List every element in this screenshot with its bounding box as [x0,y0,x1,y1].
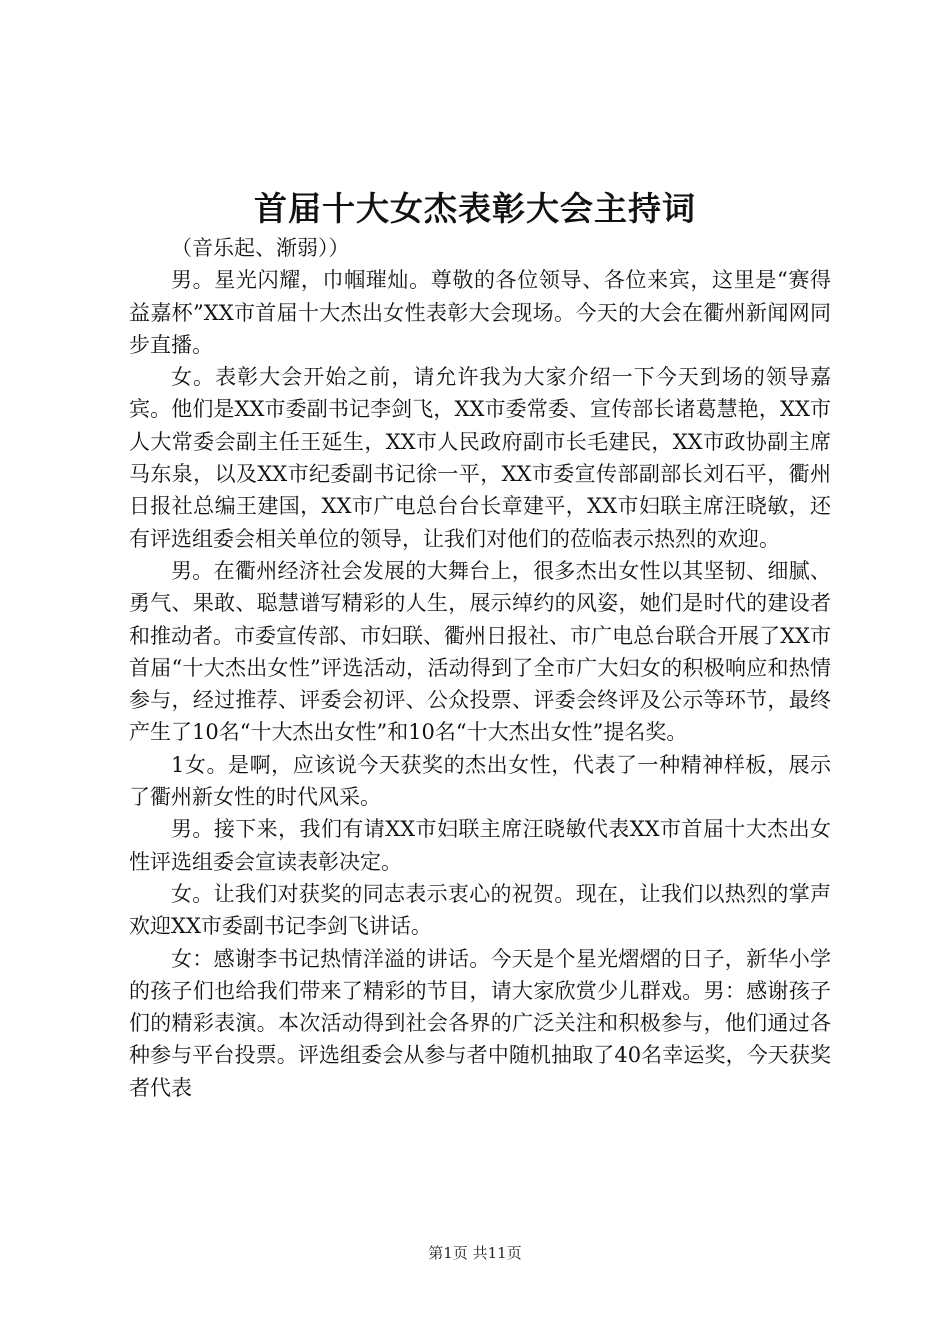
paragraph-7: 女。让我们对获奖的同志表示衷心的祝贺。现在，让我们以热烈的掌声欢迎XX市委副书记李剑飞讲话。 [129,881,831,939]
document-body [129,232,831,1104]
paragraph-4: 男。在衢州经济社会发展的大舞台上，很多杰出女性以其坚韧、细腻、勇气、果敢、聪慧谱写精彩的人生，展示绰约的风姿，她们是时代的建设者和推动者。市委宣传部、市妇联、衢州日报社、市广电总台联合开展了XX市首届“十大杰出女性”评选活动，活动得到了全市广大妇女的积极响应和热情参与，经过推荐、评委会初评、公众投票、评委会终评及公示等环节，最终产生了10名“十大杰出女性”和10名“十大杰出女性”提名奖。 [129,558,831,745]
paragraph-1: （音乐起、渐弱）） [171,236,350,260]
paragraph-3: 女。表彰大会开始之前，请允许我为大家介绍一下今天到场的领导嘉宾。他们是XX市委副书记李剑飞，XX市委常委、宣传部长诸葛慧艳，XX市人大常委会副主任王延生，XX市人民政府副市长毛建民，XX市政协副主席马东泉，以及XX市纪委副书记徐一平，XX市委宣传部副部长刘石平，衢州日报社总编王建国，XX市广电总台台长章建平，XX市妇联主席汪晓敏，还有评选组委会相关单位的领导，让我们对他们的莅临表示热烈的欢迎。 [129,365,831,551]
paragraph-6: 男。接下来，我们有请XX市妇联主席汪晓敏代表XX市首届十大杰出女性评选组委会宣读表彰决定。 [129,817,831,874]
document-title: 首届十大女杰表彰大会主持词 [254,189,696,228]
paragraph-2: 男。星光闪耀，巾帼璀灿。尊敬的各位领导、各位来宾，这里是“赛得益嘉杯”XX市首届十大杰出女性表彰大会现场。今天的大会在衢州新闻网同步直播。 [129,268,831,357]
paragraph-5: 1女。是啊，应该说今天获奖的杰出女性，代表了一种精神样板，展示了衢州新女性的时代风采。 [129,752,831,810]
page-footer: 第1页 共11页 [428,1244,522,1262]
paragraph-8: 女：感谢李书记热情洋溢的讲话。今天是个星光熠熠的日子，新华小学的孩子们也给我们带来了精彩的节目，请大家欣赏少儿群戏。男：感谢孩子们的精彩表演。本次活动得到社会各界的广泛关注和积极参与，他们通过各种参与平台投票。评选组委会从参与者中随机抽取了40名幸运奖，今天获奖者代表 [129,946,831,1100]
